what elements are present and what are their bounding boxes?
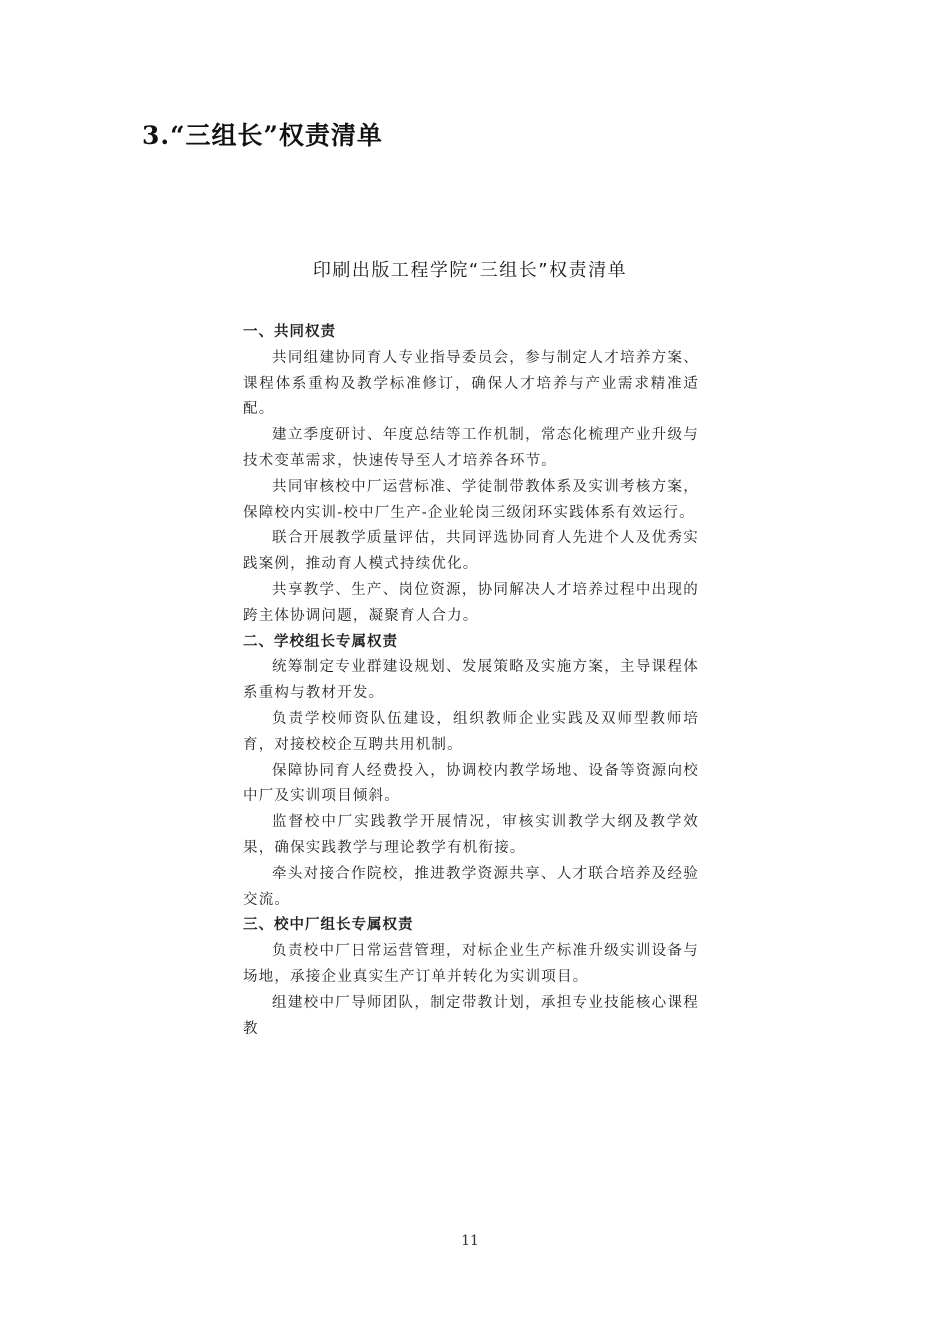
section-2-paragraph: 监督校中厂实践教学开展情况，审核实训教学大纲及教学效果，确保实践教学与理论教学有机衔接。 <box>243 814 699 856</box>
section-3-paragraph: 组建校中厂导师团队，制定带教计划，承担专业技能核心课程教 <box>243 994 699 1037</box>
document-title: 印刷出版工程学院“三组长”权责清单 <box>312 260 628 281</box>
section-2-paragraph: 保障协同育人经费投入，协调校内教学场地、设备等资源向校中厂及实训项目倾斜。 <box>243 762 699 805</box>
section-2-paragraph: 负责学校师资队伍建设，组织教师企业实践及双师型教师培育，对接校校企互聘共用机制。 <box>243 710 699 753</box>
section-2-paragraph: 统筹制定专业群建设规划、发展策略及实施方案，主导课程体系重构与教材开发。 <box>243 659 699 702</box>
section-1-paragraph: 共同组建协同育人专业指导委员会，参与制定人才培养方案、课程体系重构及教学标准修订，确保人才培养与产业需求精准适配。 <box>243 349 699 418</box>
section-1-paragraph: 建立季度研讨、年度总结等工作机制，常态化梳理产业升级与技术变革需求，快速传导至人才培养各环节。 <box>243 427 699 469</box>
document-body <box>243 320 699 1042</box>
section-2-paragraph: 牵头对接合作院校，推进教学资源共享、人才联合培养及经验交流。 <box>243 865 699 908</box>
section-3-paragraph: 负责校中厂日常运营管理，对标企业生产标准升级实训设备与场地，承接企业真实生产订单并转化为实训项目。 <box>243 943 699 985</box>
page-number: 11 <box>461 1233 479 1249</box>
section-1-heading: 一、共同权责 <box>243 324 336 340</box>
section-1-paragraph: 共享教学、生产、岗位资源，协同解决人才培养过程中出现的跨主体协调问题，凝聚育人合力。 <box>243 581 699 624</box>
section-2-heading: 二、学校组长专属权责 <box>243 633 398 650</box>
section-1-paragraph: 共同审核校中厂运营标准、学徒制带教体系及实训考核方案，保障校内实训-校中厂生产-企业轮岗三级闭环实践体系有效运行。 <box>243 478 699 521</box>
section-1-paragraph: 联合开展教学质量评估，共同评选协同育人先进个人及优秀实践案例，推动育人模式持续优化。 <box>243 530 699 573</box>
section-3-heading: 三、校中厂组长专属权责 <box>243 917 414 934</box>
section-heading: 3.“三组长”权责清单 <box>142 121 383 150</box>
